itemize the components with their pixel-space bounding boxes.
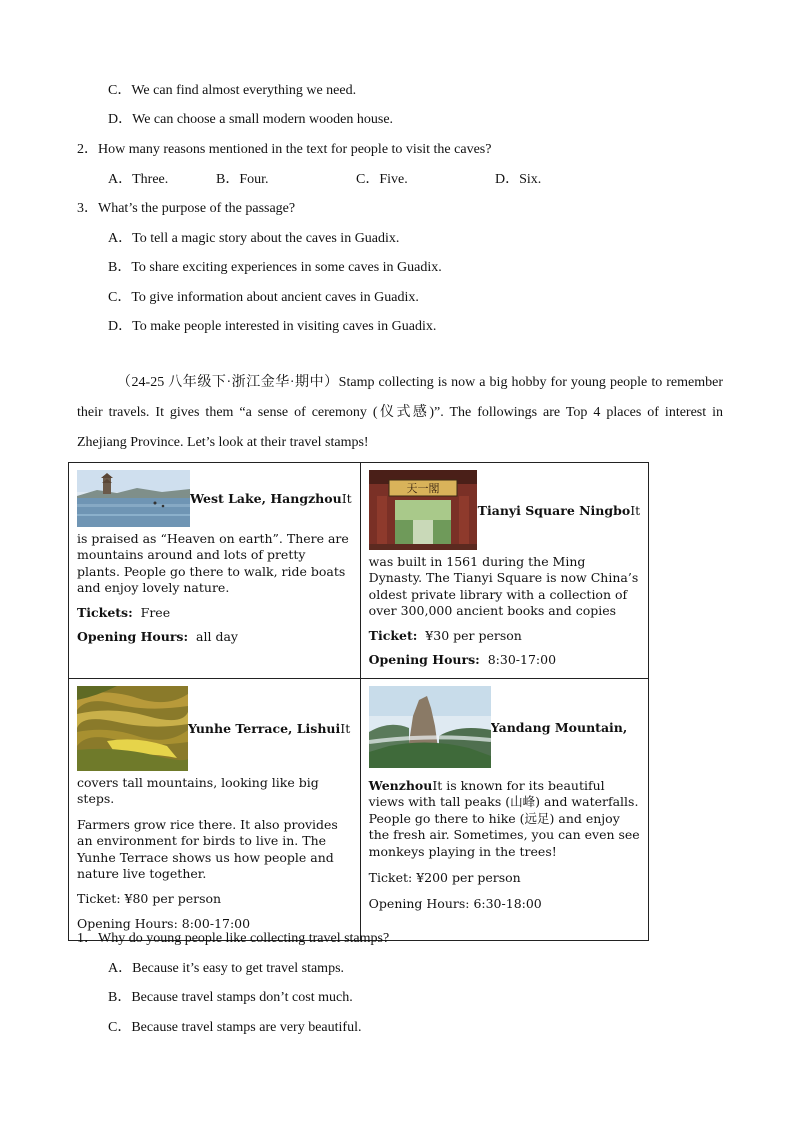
option-d: D．We can choose a small modern wooden house.	[108, 112, 394, 127]
cell-tianyi-square	[360, 463, 649, 679]
q2-option-d: D．Six.	[495, 172, 542, 187]
q2-option-a: A．Three.	[108, 172, 169, 187]
tianyi-name: Tianyi Square Ningbo	[477, 502, 631, 518]
yandang-photo	[369, 686, 491, 768]
west-lake-desc: is praised as “Heaven on earth”. There are mountains around and lots of pretty plants. People go there to walk, ride boats and enjoy lovely nature.	[77, 531, 349, 596]
cell-west-lake	[69, 463, 361, 679]
q1-option-b: B．Because travel stamps don’t cost much.	[108, 990, 353, 1005]
q3-option-a: A．To tell a magic story about the caves in Guadix.	[108, 231, 400, 246]
yunhe-hours: Opening Hours: 8:00-17:00	[77, 916, 251, 932]
travel-stamps-table	[68, 462, 649, 941]
option-c: C．We can find almost everything we need.	[108, 83, 357, 98]
west-lake-name: West Lake, Hangzhou	[190, 491, 342, 506]
cell-yandang-mountain	[360, 679, 649, 941]
q3-option-c: C．To give information about ancient caves in Guadix.	[108, 290, 419, 305]
intro-line-2: their travels. It gives them “a sense of ceremony (仪式感)”. The followings are Top 4 places of interest in	[77, 405, 723, 420]
question-1: 1．Why do young people like collecting travel stamps?	[77, 931, 390, 946]
cell-yunhe-terrace	[69, 679, 361, 941]
q3-option-b: B．To share exciting experiences in some caves in Guadix.	[108, 260, 442, 275]
question-3: 3．What’s the purpose of the passage?	[77, 201, 296, 216]
yunhe-desc-1: covers tall mountains, looking like big steps.	[77, 775, 319, 807]
intro-line-1: （24-25 八年级下·浙江金华·期中）Stamp collecting is now a big hobby for young people to remember	[117, 375, 723, 390]
tianyi-photo	[369, 470, 477, 550]
q2-option-c: C．Five.	[356, 172, 408, 187]
west-lake-photo	[77, 470, 190, 527]
q3-option-d: D．To make people interested in visiting caves in Guadix.	[108, 319, 437, 334]
yandang-hours: Opening Hours: 6:30-18:00	[368, 896, 542, 912]
yandang-tickets: Ticket: ¥200 per person	[368, 870, 521, 886]
passage-intro	[77, 368, 723, 458]
question-2: 2．How many reasons mentioned in the text for people to visit the caves?	[77, 142, 492, 157]
q2-option-b: B．Four.	[216, 172, 269, 187]
tianyi-heading: 天一閣 Tianyi Square Ningbo It	[369, 470, 641, 550]
west-lake-hours: Opening Hours: all day	[77, 628, 238, 644]
q1-option-a: A．Because it’s easy to get travel stamps.	[108, 961, 345, 976]
yunhe-desc-2: Farmers grow rice there. It also provides an environment for birds to live in. The Yunhe Terrace shows us how people and nature live together.	[77, 816, 338, 882]
yandang-name-2: Wenzhou	[368, 778, 433, 793]
yunhe-photo	[77, 686, 188, 771]
yandang-desc: WenzhouIt is known for its beautiful views with tall peaks (山峰) and waterfalls. People go there to hike (远足) and enjoy the fresh air. Sometimes, you can even see monkeys playing in the trees!	[368, 778, 640, 859]
q1-option-c: C．Because travel stamps are very beautiful.	[108, 1020, 362, 1035]
yandang-heading	[369, 686, 641, 768]
west-lake-heading: West Lake, Hangzhou It	[77, 470, 352, 527]
yandang-name: Yandang Mountain,	[490, 719, 628, 735]
tianyi-desc: was built in 1561 during the Ming Dynasty. The Tianyi Square is now China’s oldest private library with a collection of over 300,000 ancient books and copies	[368, 554, 639, 619]
tianyi-tickets: Ticket: ¥30 per person	[368, 627, 522, 643]
west-lake-tickets: Tickets: Free	[77, 604, 171, 620]
tianyi-sign-text: 天一閣	[406, 482, 440, 495]
tianyi-hours: Opening Hours: 8:30-17:00	[368, 651, 557, 667]
intro-line-3: Zhejiang Province. Let’s look at their travel stamps!	[77, 435, 369, 450]
yunhe-name: Yunhe Terrace, Lishui	[188, 721, 341, 736]
yunhe-heading: Yunhe Terrace, Lishui It	[77, 686, 352, 771]
yunhe-tickets: Ticket: ¥80 per person	[77, 891, 222, 907]
